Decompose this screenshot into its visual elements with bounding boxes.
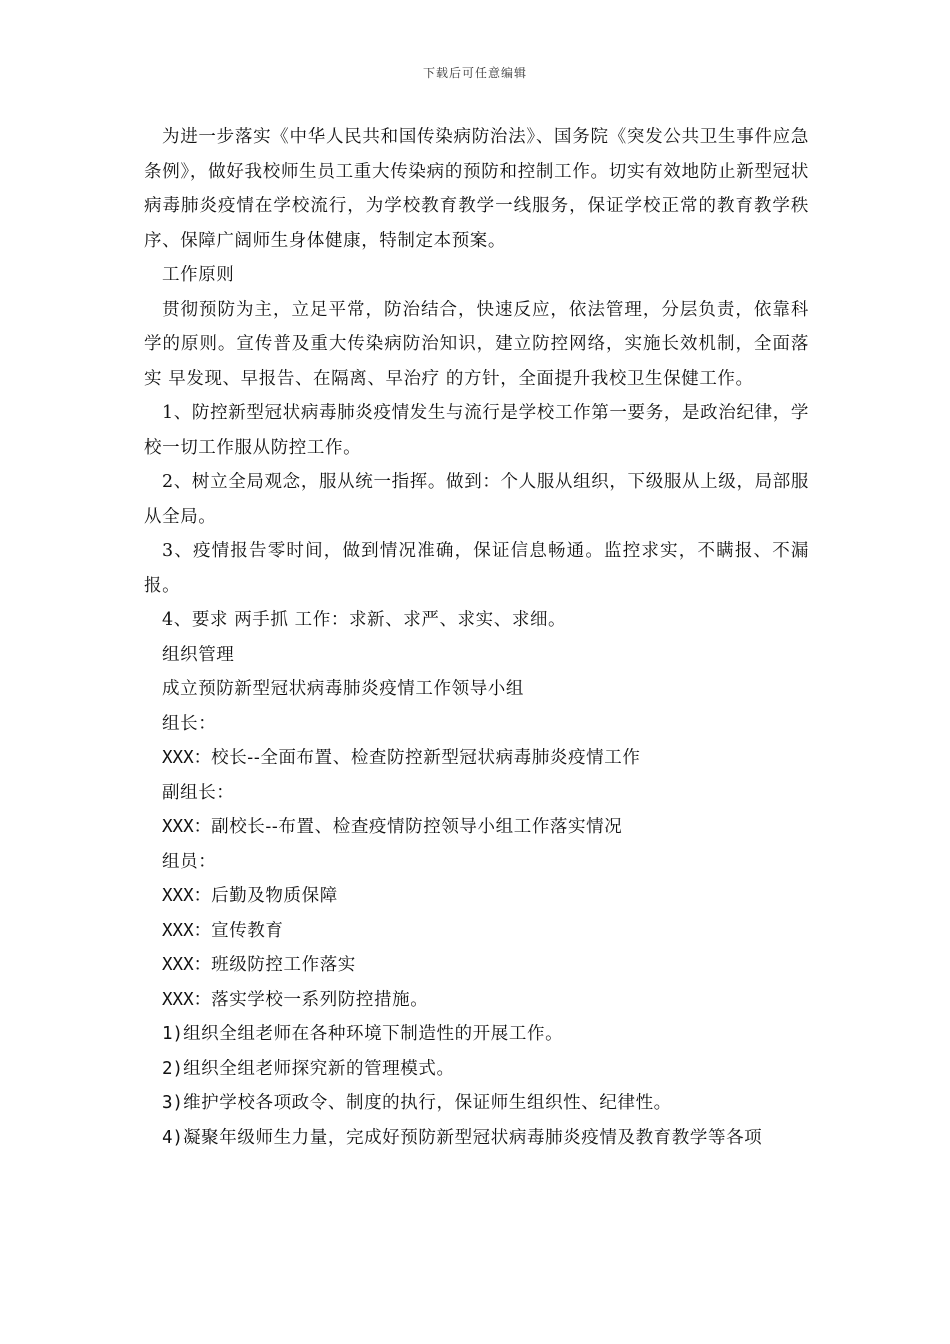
principle-item-3: 3、疫情报告零时间，做到情况准确，保证信息畅通。监控求实，不瞒报、不漏报。 bbox=[144, 541, 809, 596]
group-title: 成立预防新型冠状病毒肺炎疫情工作领导小组 bbox=[162, 679, 524, 699]
leader-line bbox=[144, 741, 809, 776]
duty-text: 凝聚年级师生力量，完成好预防新型冠状病毒肺炎疫情及教育教学等各项 bbox=[183, 1127, 763, 1148]
member-line bbox=[144, 879, 809, 914]
principle-item-1: 1、防控新型冠状病毒肺炎疫情发生与流行是学校工作第一要务，是政治纪律，学校一切工作服从防控工作。 bbox=[144, 403, 809, 458]
deputy-label: 副组长： bbox=[162, 782, 235, 803]
duty-prefix: 2) bbox=[162, 1058, 184, 1079]
leader-prefix: XXX： bbox=[162, 748, 212, 768]
duty-prefix: 1) bbox=[162, 1024, 184, 1044]
duty-line bbox=[144, 1052, 809, 1087]
intro-paragraph: 为进一步落实《中华人民共和国传染病防治法》、国务院《突发公共卫生事件应急条例》，做好我校师生员工重大传染病的预防和控制工作。切实有效地防止新型冠状病毒肺炎疫情在学校流行，为学校教育教学一线服务，保证学校正常的教育教学秩序、保障广阔师生身体健康，特制定本预案。 bbox=[144, 127, 809, 251]
deputy-prefix: XXX： bbox=[162, 817, 212, 837]
members-label: 组员： bbox=[162, 851, 217, 872]
duty-prefix: 4) bbox=[162, 1127, 184, 1148]
page-header: 下载后可任意编辑 bbox=[422, 66, 527, 80]
duty-text: 组织全组老师探究新的管理模式。 bbox=[183, 1058, 455, 1079]
duty-prefix: 3) bbox=[162, 1093, 184, 1113]
member-prefix: XXX： bbox=[162, 920, 212, 941]
deputy-text: 副校长--布置、检查疫情防控领导小组工作落实情况 bbox=[211, 817, 623, 837]
member-line bbox=[144, 914, 809, 949]
document-body bbox=[144, 120, 809, 1155]
duty-text: 组织全组老师在各种环境下制造性的开展工作。 bbox=[183, 1024, 564, 1044]
member-text: 班级防控工作落实 bbox=[211, 955, 356, 975]
principles-paragraph: 贯彻预防为主，立足平常，防治结合，快速反应，依法管理，分层负责，依靠科学的原则。宣传普及重大传染病防治知识，建立防控网络，实施长效机制，全面落实 早发现、早报告、在隔离、早治疗 的方针，全面提升我校卫生保健工作。 bbox=[144, 299, 809, 389]
deputy-line bbox=[144, 810, 809, 845]
principle-item-2: 2、树立全局观念，服从统一指挥。做到：个人服从组织，下级服从上级，局部服从全局。 bbox=[144, 472, 809, 527]
member-line bbox=[144, 948, 809, 983]
section-title-principles: 工作原则 bbox=[162, 265, 235, 285]
member-text: 宣传教育 bbox=[211, 920, 284, 941]
duty-line bbox=[144, 1086, 809, 1121]
member-text: 后勤及物质保障 bbox=[211, 886, 338, 906]
duty-line bbox=[144, 1017, 809, 1052]
duty-line bbox=[144, 1121, 809, 1156]
principle-item-4: 4、要求 两手抓 工作：求新、求严、求实、求细。 bbox=[162, 610, 567, 630]
leader-text: 校长--全面布置、检查防控新型冠状病毒肺炎疫情工作 bbox=[211, 748, 641, 768]
member-text: 落实学校一系列防控措施。 bbox=[211, 989, 429, 1010]
leader-label: 组长： bbox=[162, 713, 217, 734]
duty-text: 维护学校各项政令、制度的执行，保证师生组织性、纪律性。 bbox=[183, 1093, 672, 1113]
member-prefix: XXX： bbox=[162, 989, 212, 1010]
member-prefix: XXX： bbox=[162, 886, 212, 906]
member-prefix: XXX： bbox=[162, 955, 212, 975]
member-line bbox=[144, 983, 809, 1018]
section-title-organization: 组织管理 bbox=[162, 644, 235, 665]
